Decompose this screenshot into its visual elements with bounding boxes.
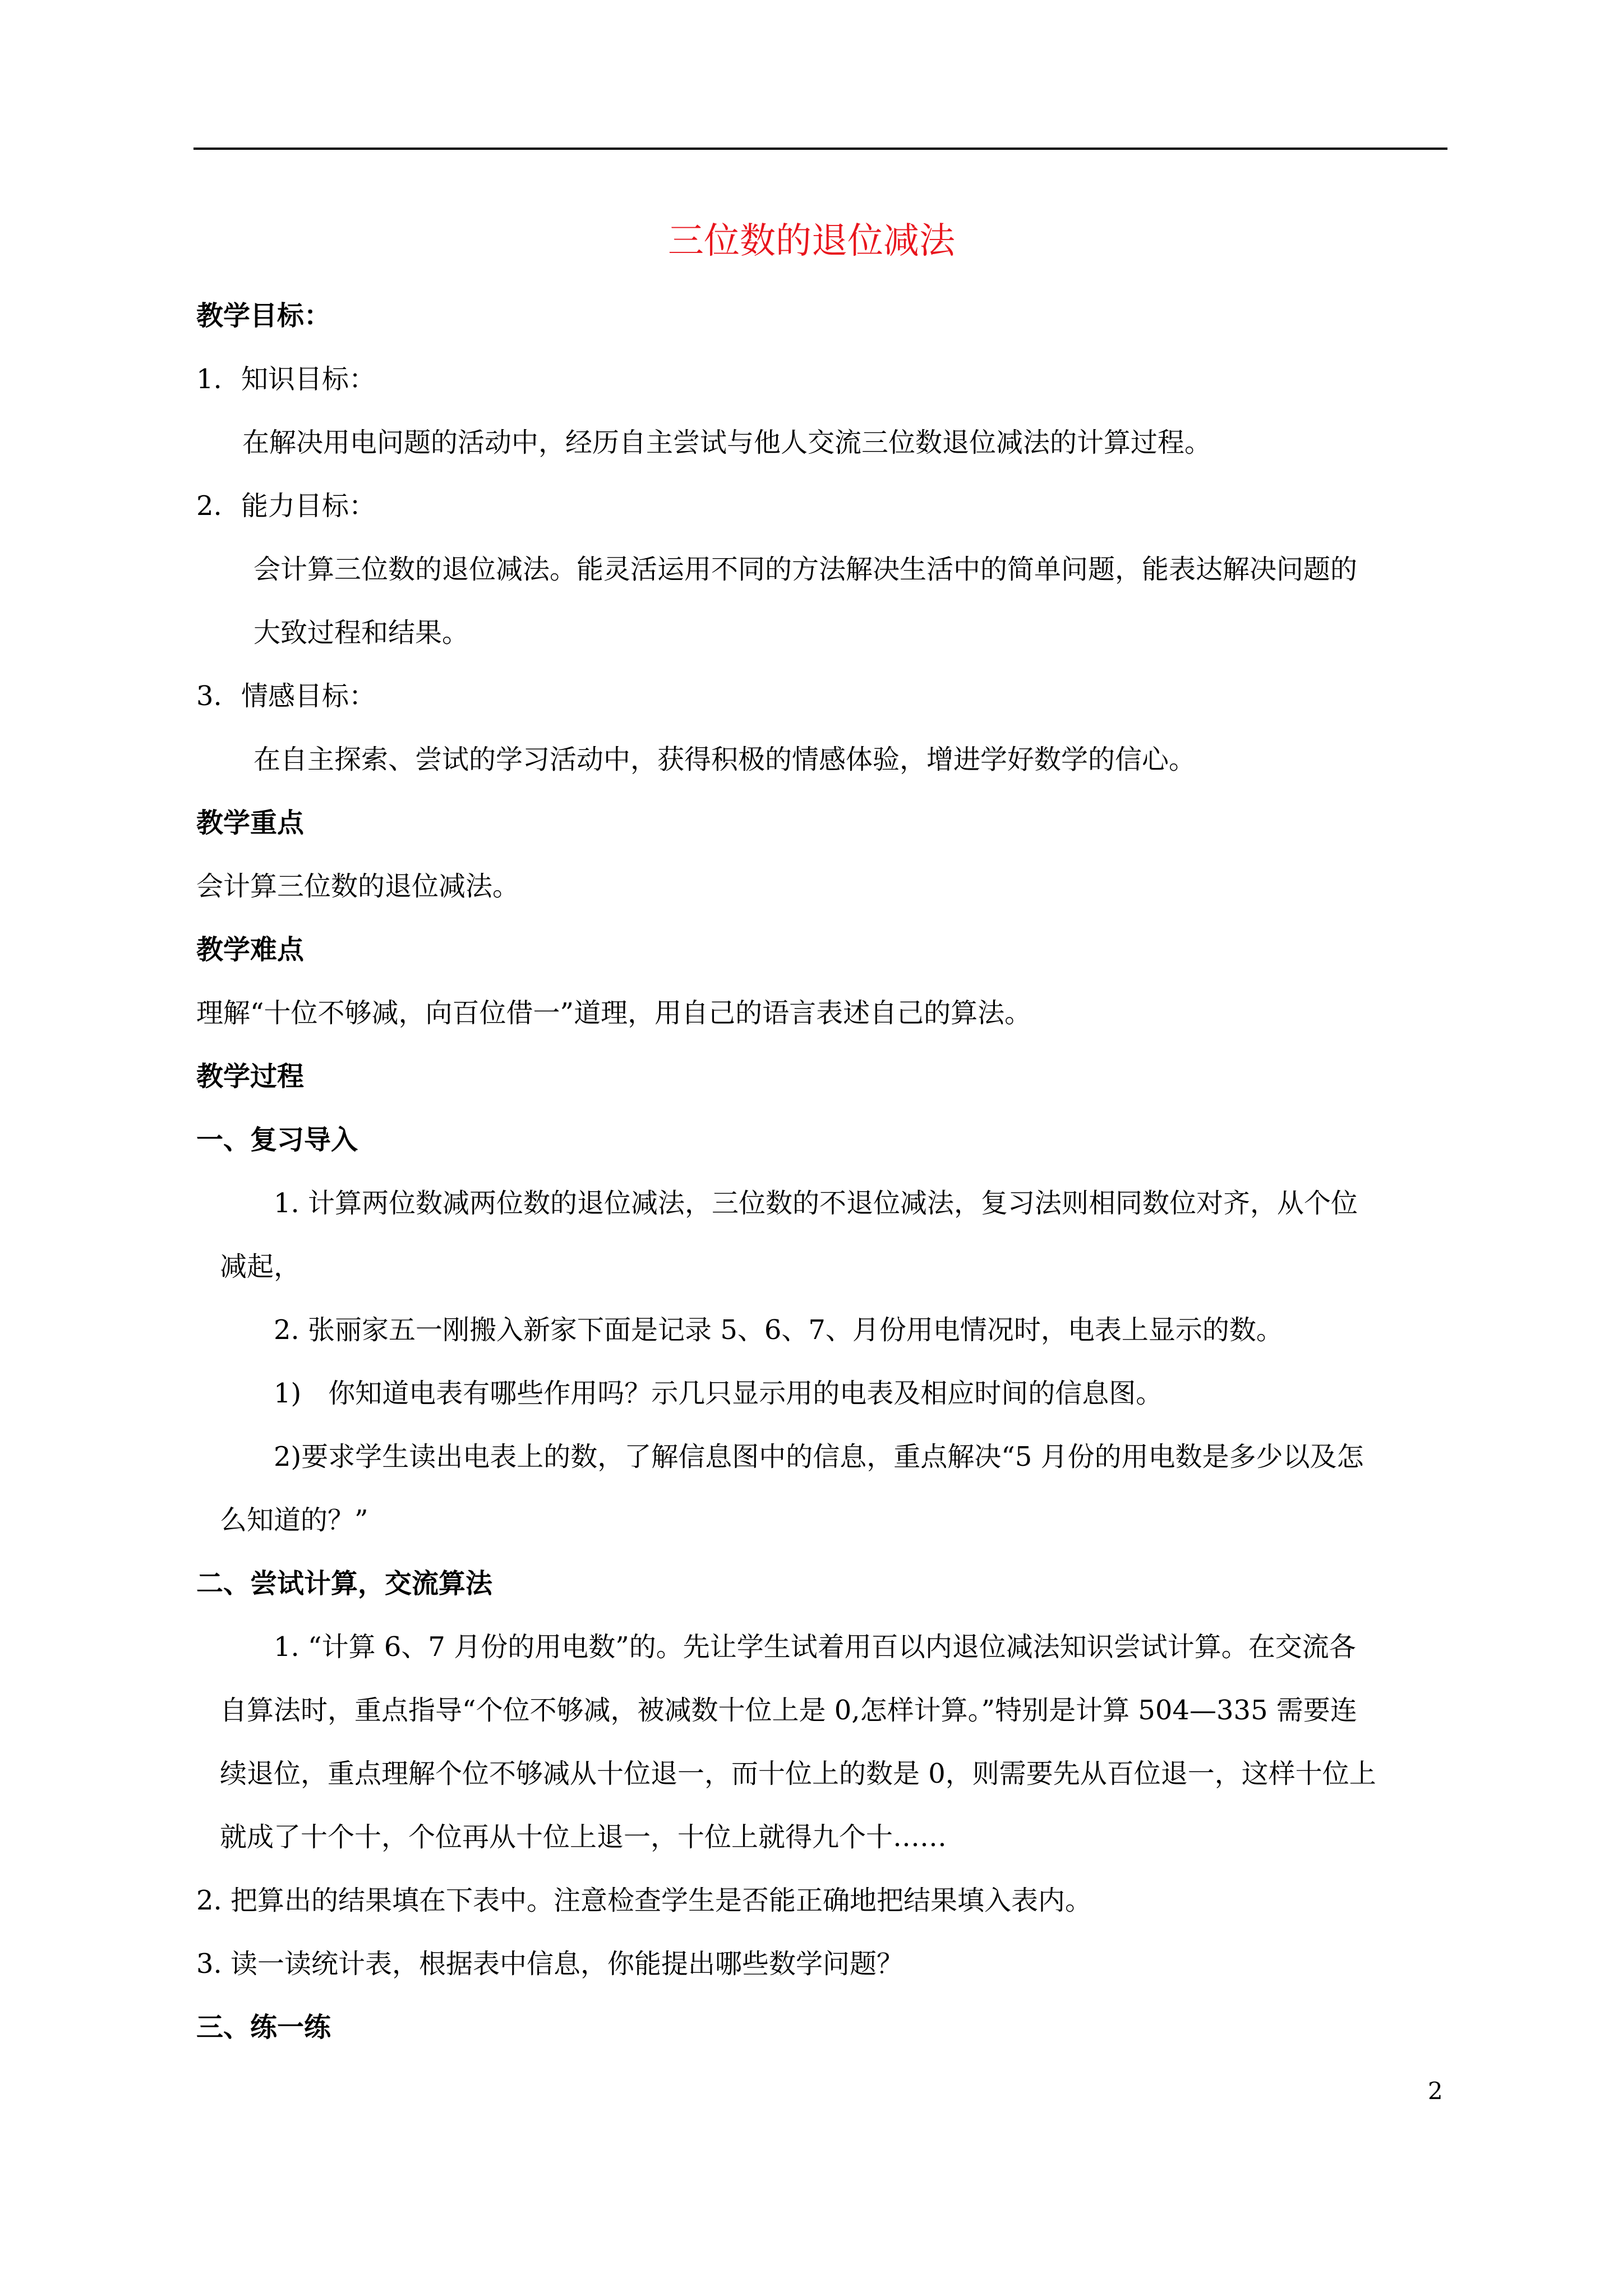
- goal1-line: [196, 361, 376, 397]
- section1-heading: 一、复习导入: [196, 1124, 358, 1156]
- key-text: 会计算三位数的退位减法。: [196, 871, 520, 902]
- goal3-label: 情感目标：: [241, 680, 376, 712]
- section2-paragraph3: 3. 读一读统计表，根据表中信息，你能提出哪些数学问题？: [196, 1948, 904, 1980]
- section1-paragraph2: 2. 张丽家五一刚搬入新家下面是记录 5、6、7、月份用电情况时，电表上显示的数。: [274, 1314, 1283, 1346]
- page-number: 2: [1428, 2077, 1443, 2105]
- goal2-text-2: 大致过程和结果。: [253, 617, 469, 648]
- section1-paragraph4-line1: 2)要求学生读出电表上的数，了解信息图中的信息，重点解决“5 月份的用电数是多少以及怎: [274, 1441, 1364, 1473]
- section2-heading: 二、尝试计算，交流算法: [196, 1568, 493, 1599]
- section2-paragraph1-line3: 续退位，重点理解个位不够减从十位退一，而十位上的数是 0，则需要先从百位退一，这样十位上: [220, 1758, 1376, 1789]
- goal2-line: [196, 488, 376, 524]
- difficulty-heading: 教学难点: [196, 934, 305, 965]
- goal2-label: 能力目标：: [241, 490, 376, 522]
- goal1-text: 在解决用电问题的活动中，经历自主尝试与他人交流三位数退位减法的计算过程。: [242, 427, 1212, 458]
- difficulty-text: 理解“十位不够减，向百位借一”道理，用自己的语言表述自己的算法。: [196, 997, 1032, 1029]
- section2-paragraph2: 2. 把算出的结果填在下表中。注意检查学生是否能正确地把结果填入表内。: [196, 1885, 1092, 1916]
- section2-paragraph1-line2: 自算法时，重点指导“个位不够减，被减数十位上是 0,怎样计算。”特别是计算 504—335 需要连: [220, 1695, 1357, 1726]
- process-heading: 教学过程: [196, 1061, 305, 1092]
- section1-paragraph1-line1: 1. 计算两位数减两位数的退位减法，三位数的不退位减法，复习法则相同数位对齐，从个位: [274, 1188, 1358, 1219]
- section1-paragraph4-line2: 么知道的？”: [220, 1504, 368, 1536]
- goal3-number: 3.: [196, 680, 222, 712]
- goal2-number: 2.: [196, 490, 222, 522]
- goal1-number: 1.: [196, 364, 222, 395]
- document-title: 三位数的退位减法: [668, 220, 955, 262]
- section1-paragraph1-line2: 减起，: [220, 1251, 301, 1282]
- section2-paragraph1-line1: 1. “计算 6、7 月份的用电数”的。先让学生试着用百以内退位减法知识尝试计算。在交流各: [274, 1631, 1356, 1663]
- section3-heading: 三、练一练: [196, 2012, 331, 2043]
- section1-paragraph3: 1) 你知道电表有哪些作用吗？示几只显示用的电表及相应时间的信息图。: [274, 1378, 1163, 1409]
- header-rule: [193, 148, 1447, 150]
- section2-paragraph1-line4: 就成了十个十，个位再从十位上退一，十位上就得九个十……: [220, 1821, 947, 1853]
- goal3-text: 在自主探索、尝试的学习活动中，获得积极的情感体验，增进学好数学的信心。: [253, 744, 1196, 775]
- goals-heading: 教学目标：: [196, 300, 331, 332]
- key-heading: 教学重点: [196, 807, 305, 839]
- goal2-text-1: 会计算三位数的退位减法。能灵活运用不同的方法解决生活中的简单问题，能表达解决问题的: [253, 554, 1358, 585]
- goal3-line: [196, 678, 376, 714]
- goal1-label: 知识目标：: [241, 364, 376, 395]
